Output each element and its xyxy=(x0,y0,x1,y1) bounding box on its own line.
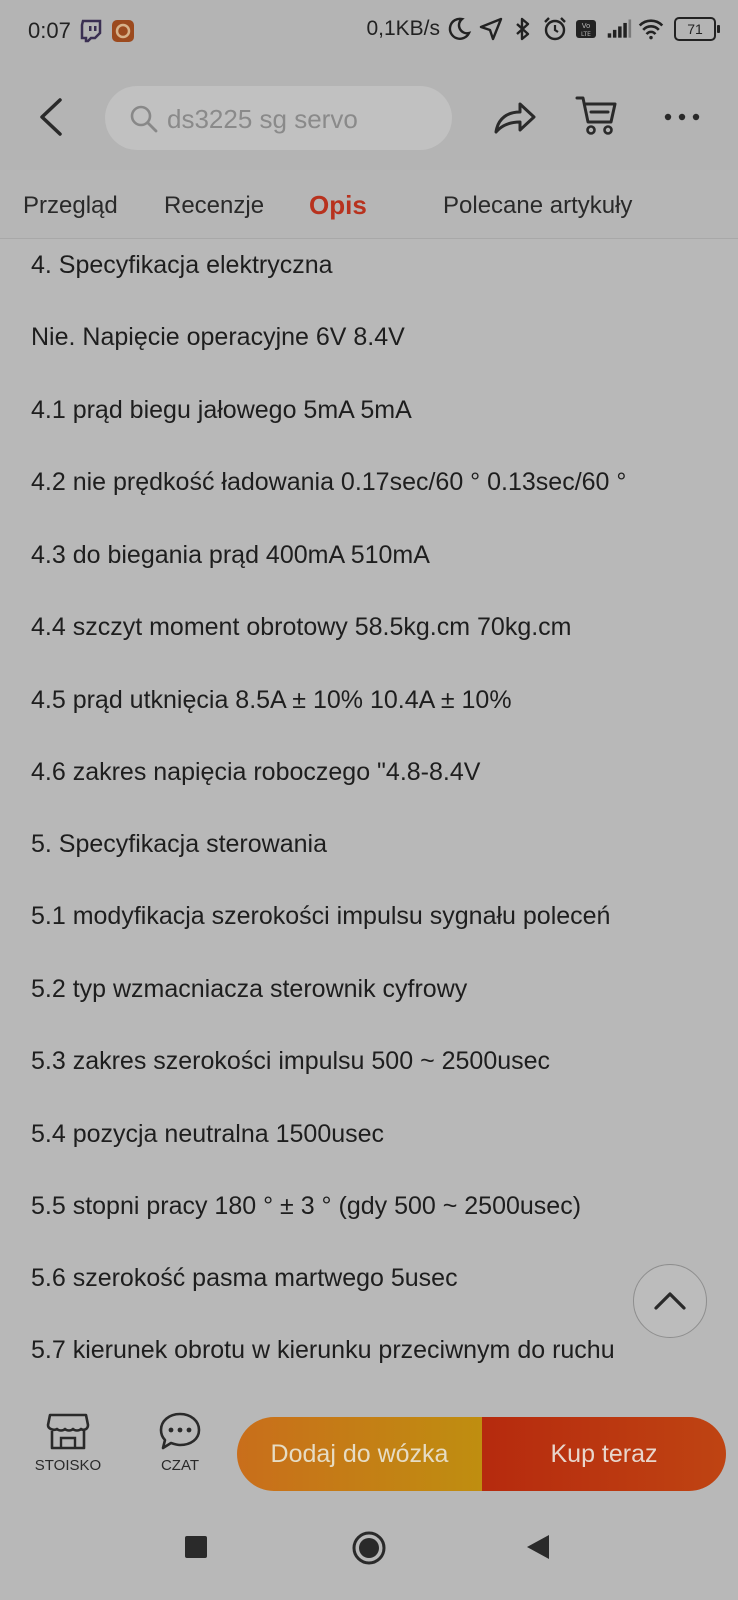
description-line: 5. Specyfikacja sterowania xyxy=(31,830,327,858)
tab-przeglad[interactable]: Przegląd xyxy=(23,192,118,219)
product-tabs xyxy=(0,170,738,239)
description-line: 5.6 szerokość pasma martwego 5usec xyxy=(31,1264,458,1292)
location-icon xyxy=(478,16,504,42)
store-label: STOISKO xyxy=(34,1457,102,1474)
wifi-icon xyxy=(638,16,664,42)
description-line: 5.2 typ wzmacniacza sterownik cyfrowy xyxy=(31,975,468,1003)
back-arrow-icon[interactable] xyxy=(30,92,74,142)
scroll-to-top-button[interactable] xyxy=(633,1264,707,1338)
status-bar xyxy=(0,0,738,62)
search-header xyxy=(0,62,738,170)
chat-icon xyxy=(158,1411,202,1451)
description-line: 4.3 do biegania prąd 400mA 510mA xyxy=(31,541,430,569)
tab-opis[interactable]: Opis xyxy=(309,190,367,220)
system-nav-bar xyxy=(0,1505,738,1600)
cart-icon[interactable] xyxy=(575,90,619,140)
purchase-buttons xyxy=(237,1417,726,1491)
back-triangle-icon[interactable] xyxy=(525,1533,551,1561)
chat-button[interactable] xyxy=(140,1411,220,1474)
description-line: 4.6 zakres napięcia roboczego "4.8-8.4V xyxy=(31,758,481,786)
app-notification-icon xyxy=(111,19,135,43)
description-line: 4.5 prąd utknięcia 8.5A ± 10% 10.4A ± 10% xyxy=(31,686,512,714)
search-icon xyxy=(129,104,159,134)
description-line: 4.2 nie prędkość ładowania 0.17sec/60 ° 0.13sec/60 ° xyxy=(31,468,627,496)
search-input[interactable] xyxy=(105,86,452,150)
search-query: ds3225 sg servo xyxy=(167,104,358,134)
bottom-action-bar xyxy=(0,1393,738,1505)
battery-icon: 71 xyxy=(674,17,716,41)
description-line: 4.1 prąd biegu jałowego 5mA 5mA xyxy=(31,396,412,424)
network-speed: 0,1KB/s xyxy=(366,17,440,40)
description-line: 5.1 modyfikacja szerokości impulsu sygnału poleceń xyxy=(31,902,611,930)
alarm-icon xyxy=(542,16,568,42)
chevron-up-icon xyxy=(652,1289,688,1313)
status-right xyxy=(366,16,716,42)
volte-icon xyxy=(574,16,600,42)
description-line: 5.4 pozycja neutralna 1500usec xyxy=(31,1120,385,1148)
share-icon[interactable] xyxy=(490,92,540,142)
status-time: 0:07 xyxy=(28,18,71,43)
bluetooth-icon xyxy=(510,16,536,42)
tab-polecane-artykuly[interactable]: Polecane artykuły xyxy=(443,192,633,219)
description-line: 5.7 kierunek obrotu w kierunku przeciwnym do ruchu xyxy=(31,1336,615,1364)
more-icon[interactable] xyxy=(662,92,702,142)
add-to-cart-button[interactable]: Dodaj do wózka xyxy=(237,1417,482,1491)
home-circle-icon[interactable] xyxy=(351,1530,387,1566)
store-icon xyxy=(46,1411,90,1451)
description-line: 5.3 zakres szerokości impulsu 500 ~ 2500usec xyxy=(31,1047,551,1075)
store-button[interactable] xyxy=(28,1411,108,1474)
svg-text:Vo: Vo xyxy=(581,22,591,30)
signal-icon xyxy=(606,16,632,42)
description-content[interactable] xyxy=(0,239,738,1393)
recents-square-icon[interactable] xyxy=(184,1535,208,1559)
tab-recenzje[interactable]: Recenzje xyxy=(164,192,265,219)
svg-text:LTE: LTE xyxy=(581,31,591,38)
twitch-icon xyxy=(80,19,102,43)
description-line: 4. Specyfikacja elektryczna xyxy=(31,251,333,279)
buy-now-button[interactable]: Kup teraz xyxy=(482,1417,726,1491)
description-line: 4.4 szczyt moment obrotowy 58.5kg.cm 70kg.cm xyxy=(31,613,572,641)
description-line: 5.5 stopni pracy 180 ° ± 3 ° (gdy 500 ~ 2500usec) xyxy=(31,1192,582,1220)
chat-label: CZAT xyxy=(160,1457,200,1474)
description-line: Nie. Napięcie operacyjne 6V 8.4V xyxy=(31,323,405,351)
moon-icon xyxy=(446,16,472,42)
